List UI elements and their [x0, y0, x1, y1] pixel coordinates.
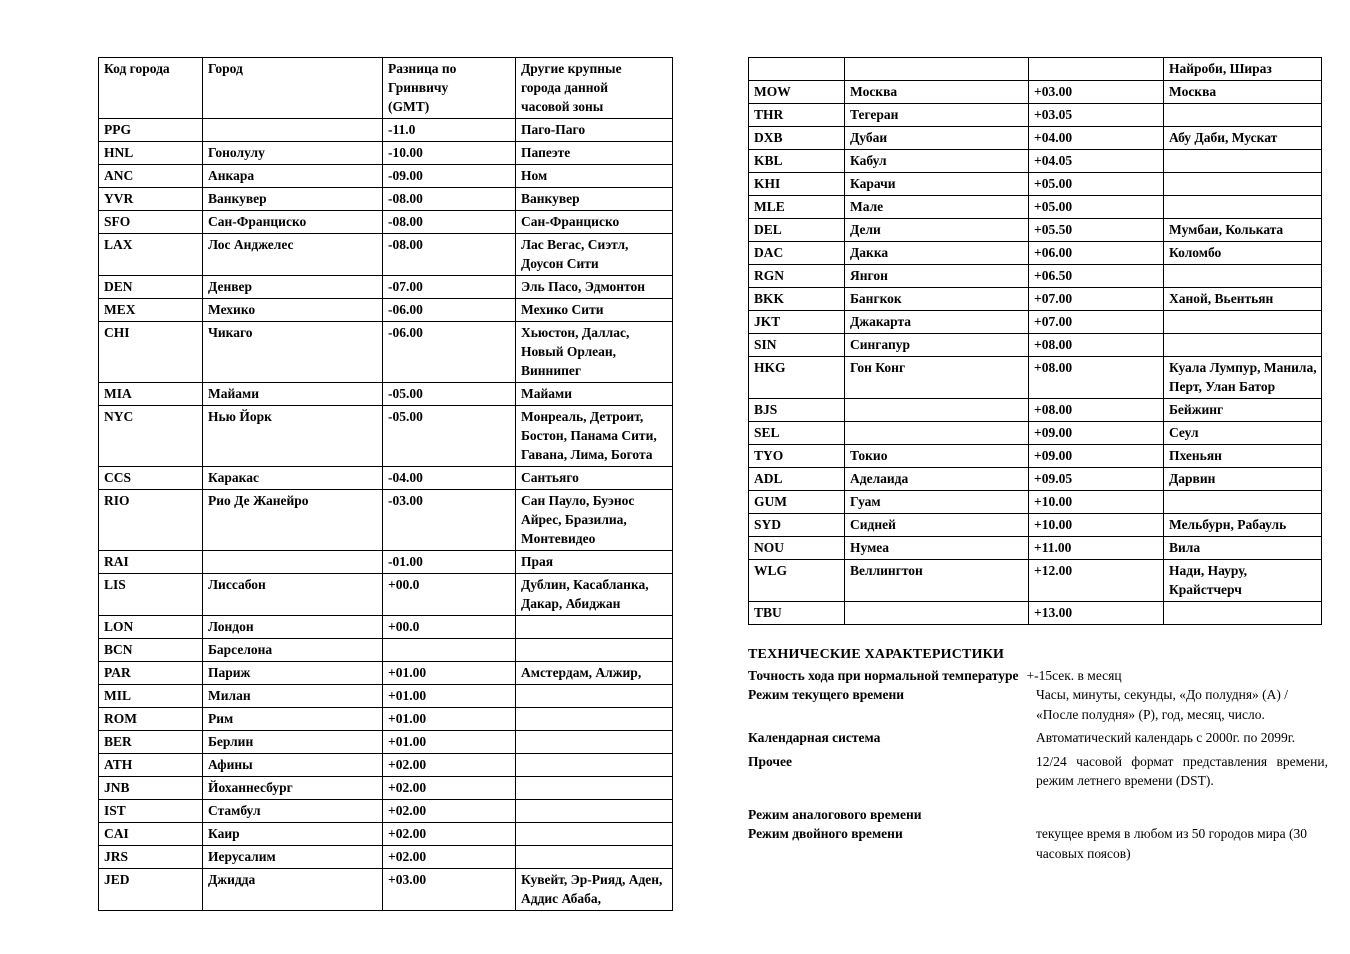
cell-gmt-offset: +09.05: [1029, 468, 1164, 491]
table-row: [99, 731, 673, 754]
cell-gmt-offset: +02.00: [383, 846, 516, 869]
table-row: [99, 234, 673, 276]
cell-other-cities: Майами: [516, 383, 673, 406]
cell-gmt-offset: +08.00: [1029, 334, 1164, 357]
cell-other-cities: Сантьяго: [516, 467, 673, 490]
cell-gmt-offset: +05.00: [1029, 196, 1164, 219]
spec-row: [748, 805, 1328, 825]
table-row: [749, 334, 1322, 357]
cell-city-name: [845, 602, 1029, 625]
cell-gmt-offset: +03.00: [1029, 81, 1164, 104]
cell-gmt-offset: -06.00: [383, 322, 516, 383]
cell-other-cities: [1164, 196, 1322, 219]
timezone-table-left: [98, 57, 673, 911]
cell-city-code: RIO: [99, 490, 203, 551]
cell-city-code: ATH: [99, 754, 203, 777]
table-row: [749, 150, 1322, 173]
cell-gmt-offset: -01.00: [383, 551, 516, 574]
spec-value: Автоматический календарь с 2000г. по 2099г.: [1036, 730, 1296, 745]
cell-gmt-offset: +13.00: [1029, 602, 1164, 625]
cell-city-code: CCS: [99, 467, 203, 490]
header-other-cities: Другие крупные города данной часовой зоны: [516, 58, 673, 119]
cell-gmt-offset: [1029, 58, 1164, 81]
cell-other-cities: Мельбурн, Рабауль: [1164, 514, 1322, 537]
cell-other-cities: Монреаль, Детроит, Бостон, Панама Сити, Гавана, Лима, Богота: [516, 406, 673, 467]
cell-other-cities: [1164, 265, 1322, 288]
cell-city-name: Мехико: [203, 299, 383, 322]
cell-city-code: MIL: [99, 685, 203, 708]
cell-gmt-offset: +01.00: [383, 731, 516, 754]
spec-value: +-15сек. в месяц: [1026, 667, 1122, 683]
table-row: [99, 823, 673, 846]
cell-city-code: DAC: [749, 242, 845, 265]
cell-city-code: JNB: [99, 777, 203, 800]
cell-gmt-offset: +09.00: [1029, 422, 1164, 445]
spec-label: Режим аналогового времени: [748, 806, 922, 822]
cell-city-code: BER: [99, 731, 203, 754]
spec-row: [748, 666, 1328, 686]
cell-other-cities: Ванкувер: [516, 188, 673, 211]
cell-city-name: [845, 422, 1029, 445]
cell-city-name: Милан: [203, 685, 383, 708]
cell-city-name: Сингапур: [845, 334, 1029, 357]
cell-other-cities: [516, 800, 673, 823]
cell-city-name: Рим: [203, 708, 383, 731]
table-row: [99, 800, 673, 823]
table-row: [749, 399, 1322, 422]
cell-city-name: Берлин: [203, 731, 383, 754]
table-row: [749, 311, 1322, 334]
cell-city-name: Нью Йорк: [203, 406, 383, 467]
cell-city-name: Москва: [845, 81, 1029, 104]
table-row: [749, 468, 1322, 491]
cell-other-cities: [516, 708, 673, 731]
cell-other-cities: Коломбо: [1164, 242, 1322, 265]
cell-other-cities: Нади, Науру, Крайстчерч: [1164, 560, 1322, 602]
cell-other-cities: Сан-Франциско: [516, 211, 673, 234]
table-row: [99, 639, 673, 662]
cell-city-name: Джидда: [203, 869, 383, 911]
cell-gmt-offset: [383, 639, 516, 662]
cell-gmt-offset: +04.00: [1029, 127, 1164, 150]
table-row: [749, 288, 1322, 311]
cell-other-cities: Вила: [1164, 537, 1322, 560]
table-row: [99, 188, 673, 211]
cell-other-cities: [516, 777, 673, 800]
cell-city-code: YVR: [99, 188, 203, 211]
table-row: [99, 383, 673, 406]
cell-city-code: RAI: [99, 551, 203, 574]
cell-city-code: NOU: [749, 537, 845, 560]
cell-gmt-offset: +03.05: [1029, 104, 1164, 127]
cell-gmt-offset: +12.00: [1029, 560, 1164, 602]
spec-value: 12/24 часовой формат представления времени, режим летнего времени (DST).: [1036, 753, 1328, 788]
cell-other-cities: [516, 685, 673, 708]
table-row: [99, 299, 673, 322]
cell-city-code: ANC: [99, 165, 203, 188]
cell-city-name: Ванкувер: [203, 188, 383, 211]
cell-city-name: [845, 399, 1029, 422]
spec-label: Точность хода при нормальной температуре: [748, 667, 1019, 683]
cell-city-name: Аделаида: [845, 468, 1029, 491]
cell-gmt-offset: -11.0: [383, 119, 516, 142]
cell-city-name: Гуам: [845, 491, 1029, 514]
table-row: [99, 322, 673, 383]
cell-city-code: MLE: [749, 196, 845, 219]
cell-city-name: Лондон: [203, 616, 383, 639]
spec-label: Режим двойного времени: [748, 826, 903, 841]
cell-city-code: SYD: [749, 514, 845, 537]
cell-city-name: Тегеран: [845, 104, 1029, 127]
cell-other-cities: Паго-Паго: [516, 119, 673, 142]
table-row: [99, 406, 673, 467]
table-row: [99, 754, 673, 777]
cell-city-name: Иерусалим: [203, 846, 383, 869]
table-row: [749, 196, 1322, 219]
cell-city-code: JED: [99, 869, 203, 911]
table-left-header: [99, 58, 673, 119]
table-row: [99, 846, 673, 869]
spec-value: Часы, минуты, секунды, «До полудня» (А) / «После полудня» (Р), год, месяц, число.: [1036, 687, 1289, 722]
cell-other-cities: Лас Вегас, Сиэтл, Доусон Сити: [516, 234, 673, 276]
table-row: [749, 265, 1322, 288]
cell-other-cities: Мехико Сити: [516, 299, 673, 322]
cell-city-code: PAR: [99, 662, 203, 685]
cell-city-code: HKG: [749, 357, 845, 399]
cell-gmt-offset: +08.00: [1029, 357, 1164, 399]
cell-city-name: Джакарта: [845, 311, 1029, 334]
cell-city-code: JKT: [749, 311, 845, 334]
cell-city-name: Париж: [203, 662, 383, 685]
cell-gmt-offset: +10.00: [1029, 491, 1164, 514]
cell-other-cities: Ханой, Вьентьян: [1164, 288, 1322, 311]
cell-city-name: Нумеа: [845, 537, 1029, 560]
cell-gmt-offset: -05.00: [383, 406, 516, 467]
cell-gmt-offset: +08.00: [1029, 399, 1164, 422]
cell-city-code: HNL: [99, 142, 203, 165]
table-row: [99, 276, 673, 299]
technical-specifications: [748, 645, 1328, 863]
tech-specs-title: ТЕХНИЧЕСКИЕ ХАРАКТЕРИСТИКИ: [748, 647, 1005, 662]
cell-other-cities: Амстердам, Алжир,: [516, 662, 673, 685]
cell-other-cities: Пхеньян: [1164, 445, 1322, 468]
cell-gmt-offset: +01.00: [383, 662, 516, 685]
cell-gmt-offset: +04.05: [1029, 150, 1164, 173]
cell-city-code: CAI: [99, 823, 203, 846]
table-row: [99, 574, 673, 616]
cell-city-code: TYO: [749, 445, 845, 468]
cell-gmt-offset: +05.50: [1029, 219, 1164, 242]
cell-gmt-offset: -06.00: [383, 299, 516, 322]
table-row: [749, 104, 1322, 127]
table-row: [749, 514, 1322, 537]
cell-other-cities: Кувейт, Эр-Рияд, Аден, Аддис Абаба,: [516, 869, 673, 911]
table-row: [749, 602, 1322, 625]
cell-city-code: ROM: [99, 708, 203, 731]
cell-other-cities: [1164, 150, 1322, 173]
spec-label: Режим текущего времени: [748, 687, 905, 702]
spec-label: Прочее: [748, 753, 793, 769]
cell-gmt-offset: +02.00: [383, 823, 516, 846]
table-row: [99, 467, 673, 490]
cell-city-name: Рио Де Жанейро: [203, 490, 383, 551]
table-row: [99, 490, 673, 551]
cell-gmt-offset: -03.00: [383, 490, 516, 551]
cell-city-name: Денвер: [203, 276, 383, 299]
cell-other-cities: [516, 823, 673, 846]
table-header-row: [99, 58, 673, 119]
cell-other-cities: [1164, 311, 1322, 334]
table-row: [749, 81, 1322, 104]
header-gmt-offset: Разница по Гринвичу (GMT): [383, 58, 516, 119]
cell-other-cities: Ном: [516, 165, 673, 188]
table-row: [749, 357, 1322, 399]
cell-gmt-offset: +07.00: [1029, 311, 1164, 334]
cell-gmt-offset: +07.00: [1029, 288, 1164, 311]
table-row: [749, 127, 1322, 150]
cell-city-code: LAX: [99, 234, 203, 276]
cell-other-cities: [516, 731, 673, 754]
table-row: [99, 142, 673, 165]
cell-other-cities: Сеул: [1164, 422, 1322, 445]
table-row: [99, 211, 673, 234]
cell-gmt-offset: +09.00: [1029, 445, 1164, 468]
cell-gmt-offset: +02.00: [383, 754, 516, 777]
cell-other-cities: [516, 639, 673, 662]
table-left-body: [99, 119, 673, 911]
cell-city-code: DXB: [749, 127, 845, 150]
cell-gmt-offset: +02.00: [383, 777, 516, 800]
spec-gap: [748, 791, 1328, 805]
cell-gmt-offset: -05.00: [383, 383, 516, 406]
cell-other-cities: [1164, 602, 1322, 625]
cell-city-code: DEL: [749, 219, 845, 242]
cell-city-name: Барселона: [203, 639, 383, 662]
cell-city-code: SFO: [99, 211, 203, 234]
cell-city-code: TBU: [749, 602, 845, 625]
cell-gmt-offset: +01.00: [383, 685, 516, 708]
cell-city-name: Токио: [845, 445, 1029, 468]
cell-city-code: BCN: [99, 639, 203, 662]
cell-other-cities: Бейжинг: [1164, 399, 1322, 422]
spec-value: текущее время в любом из 50 городов мира (30 часовых поясов): [1036, 826, 1307, 861]
cell-city-name: Лиссабон: [203, 574, 383, 616]
cell-city-name: Чикаго: [203, 322, 383, 383]
cell-gmt-offset: -08.00: [383, 211, 516, 234]
cell-gmt-offset: -10.00: [383, 142, 516, 165]
cell-city-code: ADL: [749, 468, 845, 491]
header-city: Город: [203, 58, 383, 119]
cell-other-cities: Найроби, Шираз: [1164, 58, 1322, 81]
cell-city-name: Каракас: [203, 467, 383, 490]
cell-city-name: Афины: [203, 754, 383, 777]
table-row: [99, 685, 673, 708]
cell-gmt-offset: +10.00: [1029, 514, 1164, 537]
cell-gmt-offset: -07.00: [383, 276, 516, 299]
table-row: [99, 777, 673, 800]
spec-row: [748, 824, 1328, 863]
table-row: [749, 219, 1322, 242]
spec-row: [748, 728, 1328, 748]
cell-other-cities: Дублин, Касабланка, Дакар, Абиджан: [516, 574, 673, 616]
table-row: [99, 869, 673, 911]
cell-other-cities: Прая: [516, 551, 673, 574]
cell-city-name: Майами: [203, 383, 383, 406]
spec-row: [748, 752, 1328, 791]
cell-city-code: CHI: [99, 322, 203, 383]
cell-gmt-offset: +11.00: [1029, 537, 1164, 560]
cell-city-code: LON: [99, 616, 203, 639]
cell-gmt-offset: -09.00: [383, 165, 516, 188]
cell-gmt-offset: +00.0: [383, 574, 516, 616]
table-row: [749, 445, 1322, 468]
cell-city-code: LIS: [99, 574, 203, 616]
table-row: [749, 560, 1322, 602]
cell-city-code: RGN: [749, 265, 845, 288]
cell-city-name: Гонолулу: [203, 142, 383, 165]
cell-city-code: NYC: [99, 406, 203, 467]
cell-other-cities: [1164, 491, 1322, 514]
cell-other-cities: Дарвин: [1164, 468, 1322, 491]
cell-other-cities: [1164, 173, 1322, 196]
cell-city-code: DEN: [99, 276, 203, 299]
spec-label: Календарная система: [748, 730, 881, 745]
cell-city-code: JRS: [99, 846, 203, 869]
cell-city-name: Каир: [203, 823, 383, 846]
cell-city-code: BJS: [749, 399, 845, 422]
spec-row: [748, 685, 1328, 724]
table-row: [749, 537, 1322, 560]
cell-city-name: Лос Анджелес: [203, 234, 383, 276]
table-row: [99, 551, 673, 574]
cell-gmt-offset: +03.00: [383, 869, 516, 911]
cell-other-cities: Куала Лумпур, Манила, Перт, Улан Батор: [1164, 357, 1322, 399]
timezone-table-right: [748, 57, 1322, 625]
cell-gmt-offset: +06.00: [1029, 242, 1164, 265]
cell-city-code: WLG: [749, 560, 845, 602]
cell-city-name: Сан-Франциско: [203, 211, 383, 234]
cell-city-code: THR: [749, 104, 845, 127]
cell-gmt-offset: -08.00: [383, 234, 516, 276]
cell-city-name: Кабул: [845, 150, 1029, 173]
cell-city-name: Дели: [845, 219, 1029, 242]
cell-city-code: GUM: [749, 491, 845, 514]
cell-city-name: [203, 551, 383, 574]
cell-gmt-offset: +00.0: [383, 616, 516, 639]
table-row: [749, 173, 1322, 196]
table-row: [99, 662, 673, 685]
cell-city-name: [203, 119, 383, 142]
cell-city-code: MEX: [99, 299, 203, 322]
cell-city-code: [749, 58, 845, 81]
cell-city-name: Карачи: [845, 173, 1029, 196]
header-city-code: Код города: [99, 58, 203, 119]
cell-city-code: MOW: [749, 81, 845, 104]
cell-other-cities: Мумбаи, Колькатa: [1164, 219, 1322, 242]
cell-gmt-offset: +02.00: [383, 800, 516, 823]
cell-city-code: SEL: [749, 422, 845, 445]
cell-city-name: Сидней: [845, 514, 1029, 537]
cell-other-cities: [516, 846, 673, 869]
table-row: [749, 422, 1322, 445]
table-row: [99, 165, 673, 188]
cell-other-cities: [1164, 334, 1322, 357]
cell-other-cities: [1164, 104, 1322, 127]
table-row: [749, 58, 1322, 81]
cell-other-cities: Папеэте: [516, 142, 673, 165]
cell-other-cities: [516, 616, 673, 639]
table-row: [749, 242, 1322, 265]
cell-city-name: Мале: [845, 196, 1029, 219]
table-row: [99, 119, 673, 142]
cell-city-name: Анкара: [203, 165, 383, 188]
cell-gmt-offset: +06.50: [1029, 265, 1164, 288]
cell-other-cities: Эль Пасо, Эдмонтон: [516, 276, 673, 299]
cell-other-cities: Москва: [1164, 81, 1322, 104]
cell-gmt-offset: -08.00: [383, 188, 516, 211]
cell-city-code: BKK: [749, 288, 845, 311]
cell-city-name: Янгон: [845, 265, 1029, 288]
cell-city-name: Дубаи: [845, 127, 1029, 150]
table-row: [749, 491, 1322, 514]
cell-city-code: KHI: [749, 173, 845, 196]
cell-city-name: Стамбул: [203, 800, 383, 823]
cell-city-code: MIA: [99, 383, 203, 406]
cell-gmt-offset: +01.00: [383, 708, 516, 731]
cell-other-cities: [516, 754, 673, 777]
table-right-body: [749, 58, 1322, 625]
cell-city-name: [845, 58, 1029, 81]
table-row: [99, 708, 673, 731]
tech-specs-list: [748, 666, 1328, 864]
cell-other-cities: Хьюстон, Даллас, Новый Орлеан, Виннипег: [516, 322, 673, 383]
table-row: [99, 616, 673, 639]
cell-gmt-offset: +05.00: [1029, 173, 1164, 196]
cell-city-code: IST: [99, 800, 203, 823]
cell-city-name: Бангкок: [845, 288, 1029, 311]
cell-city-code: SIN: [749, 334, 845, 357]
cell-gmt-offset: -04.00: [383, 467, 516, 490]
cell-city-code: KBL: [749, 150, 845, 173]
cell-city-name: Дакка: [845, 242, 1029, 265]
cell-city-name: Веллингтон: [845, 560, 1029, 602]
cell-other-cities: Сан Пауло, Буэнос Айрес, Бразилиа, Монтевидео: [516, 490, 673, 551]
cell-city-code: PPG: [99, 119, 203, 142]
cell-city-name: Гон Конг: [845, 357, 1029, 399]
cell-city-name: Йоханнесбург: [203, 777, 383, 800]
cell-other-cities: Абу Даби, Мускат: [1164, 127, 1322, 150]
